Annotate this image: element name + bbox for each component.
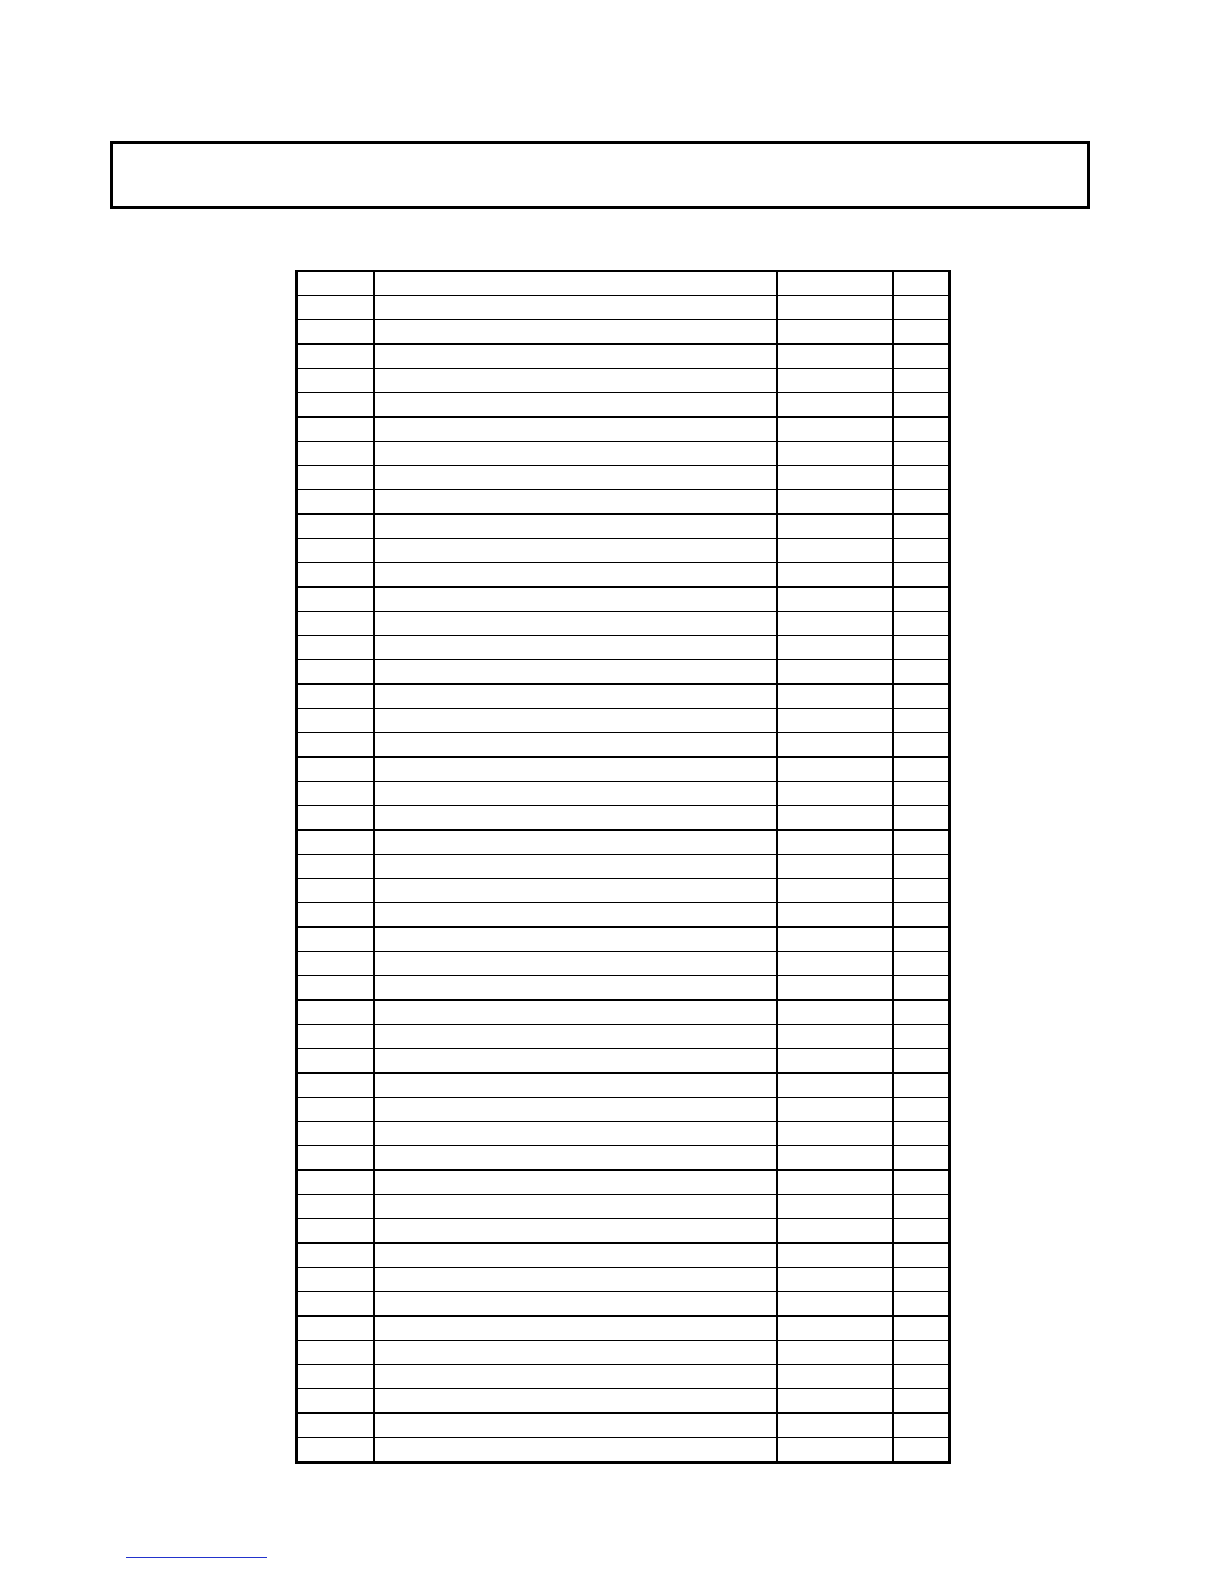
table-cell[interactable] bbox=[374, 1000, 777, 1025]
table-cell[interactable] bbox=[297, 563, 374, 588]
table-cell[interactable] bbox=[297, 636, 374, 660]
table-cell[interactable] bbox=[893, 806, 950, 831]
table-row bbox=[297, 539, 950, 563]
table-cell[interactable] bbox=[893, 927, 950, 952]
table-row bbox=[297, 733, 950, 758]
table-cell[interactable] bbox=[297, 1073, 374, 1098]
table-cell[interactable] bbox=[374, 1316, 777, 1341]
table-cell[interactable] bbox=[893, 855, 950, 879]
table-row bbox=[297, 612, 950, 636]
table-cell[interactable] bbox=[777, 1365, 893, 1389]
table-cell[interactable] bbox=[893, 490, 950, 515]
table-cell[interactable] bbox=[777, 1098, 893, 1122]
table-cell[interactable] bbox=[297, 1000, 374, 1025]
table-cell[interactable] bbox=[893, 271, 950, 296]
table-cell[interactable] bbox=[374, 903, 777, 928]
table-cell[interactable] bbox=[777, 563, 893, 588]
table-cell[interactable] bbox=[374, 709, 777, 733]
table-cell[interactable] bbox=[777, 344, 893, 369]
table-cell[interactable] bbox=[374, 1438, 777, 1463]
table-cell[interactable] bbox=[374, 271, 777, 296]
table-cell[interactable] bbox=[777, 1316, 893, 1341]
table-cell[interactable] bbox=[893, 757, 950, 782]
table-cell[interactable] bbox=[374, 466, 777, 490]
table-cell[interactable] bbox=[777, 587, 893, 612]
table-cell[interactable] bbox=[297, 927, 374, 952]
table-cell[interactable] bbox=[777, 514, 893, 539]
table-cell[interactable] bbox=[893, 660, 950, 685]
table-cell[interactable] bbox=[297, 855, 374, 879]
table-row bbox=[297, 466, 950, 490]
table-cell[interactable] bbox=[777, 466, 893, 490]
table-row bbox=[297, 1146, 950, 1171]
table-cell[interactable] bbox=[297, 1170, 374, 1195]
table-cell[interactable] bbox=[374, 393, 777, 418]
table-row bbox=[297, 1292, 950, 1317]
table-cell[interactable] bbox=[374, 782, 777, 806]
table-cell[interactable] bbox=[777, 1049, 893, 1074]
table-cell[interactable] bbox=[374, 1341, 777, 1365]
table-cell[interactable] bbox=[297, 587, 374, 612]
table-row bbox=[297, 1243, 950, 1268]
table-cell[interactable] bbox=[297, 369, 374, 393]
table-cell[interactable] bbox=[893, 684, 950, 709]
table-cell[interactable] bbox=[777, 782, 893, 806]
table-cell[interactable] bbox=[893, 442, 950, 466]
table-row bbox=[297, 1219, 950, 1244]
table-cell[interactable] bbox=[297, 1195, 374, 1219]
table-row bbox=[297, 296, 950, 320]
table-cell[interactable] bbox=[893, 1025, 950, 1049]
table-cell[interactable] bbox=[893, 709, 950, 733]
table-row bbox=[297, 417, 950, 442]
table-cell[interactable] bbox=[893, 1098, 950, 1122]
table-cell[interactable] bbox=[374, 563, 777, 588]
table-row bbox=[297, 830, 950, 855]
table-cell[interactable] bbox=[777, 927, 893, 952]
table-cell[interactable] bbox=[374, 587, 777, 612]
table-row bbox=[297, 563, 950, 588]
table-cell[interactable] bbox=[374, 1025, 777, 1049]
table-cell[interactable] bbox=[777, 636, 893, 660]
table-cell[interactable] bbox=[297, 271, 374, 296]
table-cell[interactable] bbox=[297, 879, 374, 903]
table-cell[interactable] bbox=[297, 1146, 374, 1171]
table-row bbox=[297, 1316, 950, 1341]
table-cell[interactable] bbox=[297, 393, 374, 418]
table-cell[interactable] bbox=[297, 830, 374, 855]
table-cell[interactable] bbox=[893, 1292, 950, 1317]
table-row bbox=[297, 1000, 950, 1025]
table-cell[interactable] bbox=[777, 1341, 893, 1365]
table-cell[interactable] bbox=[893, 1268, 950, 1292]
table-row bbox=[297, 393, 950, 418]
table-cell[interactable] bbox=[297, 1365, 374, 1389]
table-row bbox=[297, 1122, 950, 1146]
table-cell[interactable] bbox=[777, 296, 893, 320]
table-row bbox=[297, 855, 950, 879]
table-cell[interactable] bbox=[297, 612, 374, 636]
table-cell[interactable] bbox=[297, 1098, 374, 1122]
table-cell[interactable] bbox=[777, 369, 893, 393]
table-cell[interactable] bbox=[777, 271, 893, 296]
table-cell[interactable] bbox=[893, 782, 950, 806]
table-row bbox=[297, 1365, 950, 1389]
table-cell[interactable] bbox=[374, 1219, 777, 1244]
table-row bbox=[297, 514, 950, 539]
table-cell[interactable] bbox=[777, 1413, 893, 1438]
table-cell[interactable] bbox=[893, 879, 950, 903]
table-row bbox=[297, 344, 950, 369]
table-cell[interactable] bbox=[297, 1049, 374, 1074]
table-row bbox=[297, 903, 950, 928]
table-cell[interactable] bbox=[374, 927, 777, 952]
table-cell[interactable] bbox=[374, 1122, 777, 1146]
table-cell[interactable] bbox=[297, 296, 374, 320]
table-cell[interactable] bbox=[777, 612, 893, 636]
table-cell[interactable] bbox=[893, 563, 950, 588]
table-cell[interactable] bbox=[374, 806, 777, 831]
table-row bbox=[297, 636, 950, 660]
table-cell[interactable] bbox=[893, 1219, 950, 1244]
table-cell[interactable] bbox=[374, 490, 777, 515]
table-cell[interactable] bbox=[777, 757, 893, 782]
footer-link-underline[interactable] bbox=[126, 1557, 267, 1558]
table-cell[interactable] bbox=[777, 1025, 893, 1049]
table-cell[interactable] bbox=[297, 782, 374, 806]
table-cell[interactable] bbox=[777, 1268, 893, 1292]
table-cell[interactable] bbox=[297, 1219, 374, 1244]
table-cell[interactable] bbox=[893, 1243, 950, 1268]
table-cell[interactable] bbox=[297, 1122, 374, 1146]
table-cell[interactable] bbox=[374, 1389, 777, 1414]
table-row bbox=[297, 1438, 950, 1463]
table-cell[interactable] bbox=[777, 1438, 893, 1463]
table-cell[interactable] bbox=[777, 1146, 893, 1171]
table-cell[interactable] bbox=[893, 1146, 950, 1171]
table-cell[interactable] bbox=[297, 806, 374, 831]
table-cell[interactable] bbox=[893, 1195, 950, 1219]
table-cell[interactable] bbox=[297, 1292, 374, 1317]
table-row bbox=[297, 684, 950, 709]
table-row bbox=[297, 1098, 950, 1122]
table-cell[interactable] bbox=[297, 1413, 374, 1438]
table-cell[interactable] bbox=[297, 660, 374, 685]
table-cell[interactable] bbox=[893, 587, 950, 612]
table-cell[interactable] bbox=[374, 442, 777, 466]
table-cell[interactable] bbox=[893, 320, 950, 345]
table-cell[interactable] bbox=[893, 1438, 950, 1463]
table-cell[interactable] bbox=[893, 393, 950, 418]
table-cell[interactable] bbox=[297, 1316, 374, 1341]
table-cell[interactable] bbox=[777, 393, 893, 418]
table-cell[interactable] bbox=[893, 369, 950, 393]
table-cell[interactable] bbox=[374, 1049, 777, 1074]
table-cell[interactable] bbox=[297, 709, 374, 733]
table-cell[interactable] bbox=[374, 539, 777, 563]
table-cell[interactable] bbox=[374, 976, 777, 1001]
table-row bbox=[297, 709, 950, 733]
table-cell[interactable] bbox=[374, 636, 777, 660]
table-cell[interactable] bbox=[297, 1438, 374, 1463]
table-row bbox=[297, 271, 950, 296]
table-cell[interactable] bbox=[777, 879, 893, 903]
table-row bbox=[297, 927, 950, 952]
table-row bbox=[297, 1268, 950, 1292]
table-cell[interactable] bbox=[893, 539, 950, 563]
table-cell[interactable] bbox=[893, 1316, 950, 1341]
table-cell[interactable] bbox=[374, 1146, 777, 1171]
table-row bbox=[297, 1170, 950, 1195]
table-row bbox=[297, 1413, 950, 1438]
table-cell[interactable] bbox=[374, 514, 777, 539]
table-cell[interactable] bbox=[374, 1195, 777, 1219]
table-cell[interactable] bbox=[893, 976, 950, 1001]
table-cell[interactable] bbox=[374, 1073, 777, 1098]
table-cell[interactable] bbox=[777, 417, 893, 442]
blank-form-table bbox=[295, 270, 951, 1464]
table-cell[interactable] bbox=[893, 466, 950, 490]
table-cell[interactable] bbox=[374, 757, 777, 782]
table-cell[interactable] bbox=[374, 1292, 777, 1317]
table-row bbox=[297, 782, 950, 806]
table-cell[interactable] bbox=[893, 1341, 950, 1365]
table-cell[interactable] bbox=[893, 1365, 950, 1389]
table-row bbox=[297, 1341, 950, 1365]
table-cell[interactable] bbox=[374, 660, 777, 685]
table-cell[interactable] bbox=[777, 684, 893, 709]
table-cell[interactable] bbox=[893, 903, 950, 928]
table-cell[interactable] bbox=[374, 296, 777, 320]
table-cell[interactable] bbox=[893, 417, 950, 442]
table-cell[interactable] bbox=[374, 733, 777, 758]
table-cell[interactable] bbox=[297, 514, 374, 539]
table-cell[interactable] bbox=[893, 830, 950, 855]
table-cell[interactable] bbox=[297, 1389, 374, 1414]
table-cell[interactable] bbox=[374, 1413, 777, 1438]
table-row bbox=[297, 587, 950, 612]
table-row bbox=[297, 806, 950, 831]
table-cell[interactable] bbox=[777, 1000, 893, 1025]
table-cell[interactable] bbox=[777, 1170, 893, 1195]
table-cell[interactable] bbox=[777, 976, 893, 1001]
table-cell[interactable] bbox=[777, 539, 893, 563]
table-cell[interactable] bbox=[297, 466, 374, 490]
table-cell[interactable] bbox=[374, 855, 777, 879]
table-row bbox=[297, 1073, 950, 1098]
table-cell[interactable] bbox=[893, 952, 950, 976]
table-cell[interactable] bbox=[893, 1049, 950, 1074]
table-cell[interactable] bbox=[297, 539, 374, 563]
table-cell[interactable] bbox=[297, 417, 374, 442]
table-cell[interactable] bbox=[374, 320, 777, 345]
table-cell[interactable] bbox=[777, 1122, 893, 1146]
table-row bbox=[297, 490, 950, 515]
table-cell[interactable] bbox=[893, 344, 950, 369]
table-cell[interactable] bbox=[297, 684, 374, 709]
table-cell[interactable] bbox=[777, 709, 893, 733]
table-cell[interactable] bbox=[374, 1243, 777, 1268]
table-cell[interactable] bbox=[297, 442, 374, 466]
table-cell[interactable] bbox=[777, 660, 893, 685]
table-cell[interactable] bbox=[777, 855, 893, 879]
table-cell[interactable] bbox=[374, 344, 777, 369]
table-cell[interactable] bbox=[297, 320, 374, 345]
table-cell[interactable] bbox=[297, 490, 374, 515]
table-cell[interactable] bbox=[893, 1000, 950, 1025]
table-cell[interactable] bbox=[893, 296, 950, 320]
table-cell[interactable] bbox=[777, 1195, 893, 1219]
table-cell[interactable] bbox=[374, 1365, 777, 1389]
table-cell[interactable] bbox=[777, 830, 893, 855]
table-cell[interactable] bbox=[297, 1268, 374, 1292]
table-cell[interactable] bbox=[777, 952, 893, 976]
table-row bbox=[297, 1389, 950, 1414]
table-cell[interactable] bbox=[893, 1389, 950, 1414]
table-cell[interactable] bbox=[893, 612, 950, 636]
table-cell[interactable] bbox=[777, 490, 893, 515]
table-cell[interactable] bbox=[297, 1341, 374, 1365]
table-cell[interactable] bbox=[777, 903, 893, 928]
table-row bbox=[297, 879, 950, 903]
table-cell[interactable] bbox=[777, 442, 893, 466]
table-cell[interactable] bbox=[777, 1389, 893, 1414]
table-cell[interactable] bbox=[777, 1292, 893, 1317]
table-cell[interactable] bbox=[893, 733, 950, 758]
table-row bbox=[297, 660, 950, 685]
table-cell[interactable] bbox=[777, 806, 893, 831]
table-row bbox=[297, 757, 950, 782]
table-cell[interactable] bbox=[297, 1243, 374, 1268]
table-cell[interactable] bbox=[374, 1170, 777, 1195]
table-cell[interactable] bbox=[374, 952, 777, 976]
table-cell[interactable] bbox=[893, 1170, 950, 1195]
table-cell[interactable] bbox=[374, 879, 777, 903]
table-cell[interactable] bbox=[893, 636, 950, 660]
table-cell[interactable] bbox=[297, 952, 374, 976]
table-cell[interactable] bbox=[297, 757, 374, 782]
table-row bbox=[297, 976, 950, 1001]
table-row bbox=[297, 1049, 950, 1074]
table-cell[interactable] bbox=[374, 417, 777, 442]
table-cell[interactable] bbox=[893, 514, 950, 539]
table-cell[interactable] bbox=[374, 1268, 777, 1292]
table-cell[interactable] bbox=[374, 1098, 777, 1122]
table-cell[interactable] bbox=[297, 976, 374, 1001]
table-row bbox=[297, 320, 950, 345]
table-row bbox=[297, 1195, 950, 1219]
table-row bbox=[297, 369, 950, 393]
table-cell[interactable] bbox=[374, 369, 777, 393]
page-title-box bbox=[110, 141, 1090, 209]
table-cell[interactable] bbox=[777, 1219, 893, 1244]
table-cell[interactable] bbox=[297, 903, 374, 928]
table-cell[interactable] bbox=[777, 1073, 893, 1098]
table-cell[interactable] bbox=[777, 733, 893, 758]
table-cell[interactable] bbox=[374, 830, 777, 855]
table-cell[interactable] bbox=[297, 1025, 374, 1049]
table-cell[interactable] bbox=[777, 1243, 893, 1268]
table-cell[interactable] bbox=[297, 733, 374, 758]
table-row bbox=[297, 952, 950, 976]
table-cell[interactable] bbox=[374, 612, 777, 636]
table-cell[interactable] bbox=[893, 1413, 950, 1438]
table-cell[interactable] bbox=[297, 344, 374, 369]
table-row bbox=[297, 1025, 950, 1049]
table-cell[interactable] bbox=[374, 684, 777, 709]
table-row bbox=[297, 442, 950, 466]
table-cell[interactable] bbox=[777, 320, 893, 345]
table-cell[interactable] bbox=[893, 1073, 950, 1098]
table-cell[interactable] bbox=[893, 1122, 950, 1146]
